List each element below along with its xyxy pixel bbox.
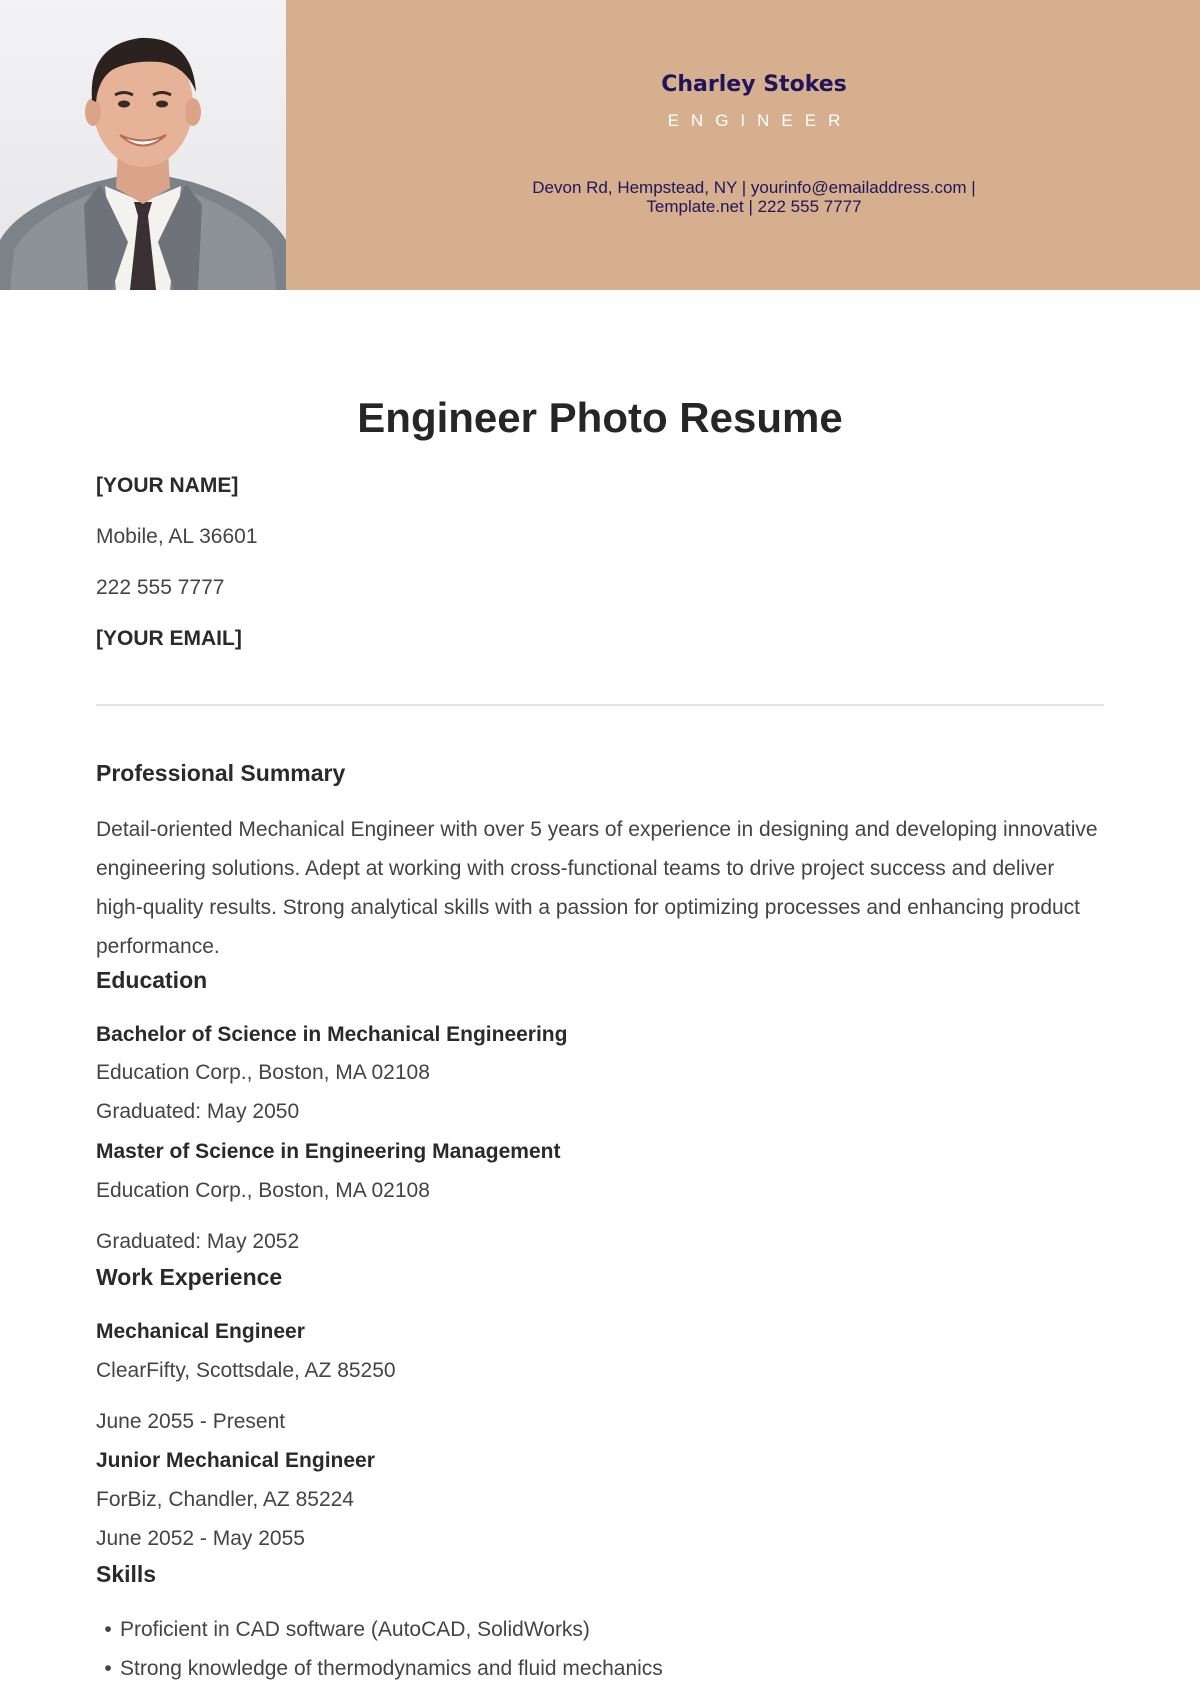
education-school: Education Corp., Boston, MA 02108 [96, 1179, 430, 1202]
education-date: Graduated: May 2052 [96, 1230, 300, 1253]
personal-address: Mobile, AL 36601 [96, 525, 258, 548]
skill-item: • Proficient in CAD software (AutoCAD, SolidWorks) [104, 1618, 590, 1641]
personal-email: [YOUR EMAIL] [96, 627, 242, 650]
header-contact-line-1: Devon Rd, Hempstead, NY | yourinfo@emailaddress.com | [532, 178, 976, 197]
profile-photo [0, 0, 286, 290]
header-contact-line-2: Template.net | 222 555 7777 [646, 197, 862, 216]
education-school: Education Corp., Boston, MA 02108 [96, 1061, 430, 1084]
summary-text: Detail-oriented Mechanical Engineer with over 5 years of experience in designing and developing innovative engineering solutions. Adept at working with cross-functional teams to drive project success and deliver high-quality results. Strong analytical skills with a passion for optimizing processes and enhancing product performance. [96, 818, 1098, 958]
personal-name: [YOUR NAME] [96, 474, 239, 497]
experience-heading: Work Experience [96, 1264, 283, 1290]
header-contact [486, 178, 1022, 216]
skills-heading: Skills [96, 1561, 157, 1587]
skill-item: • Strong knowledge of thermodynamics and fluid mechanics [104, 1657, 663, 1680]
skill-text: Strong knowledge of thermodynamics and fluid mechanics [120, 1657, 663, 1680]
job-company: ForBiz, Chandler, AZ 85224 [96, 1488, 354, 1511]
personal-phone: 222 555 7777 [96, 576, 225, 599]
education-degree: Master of Science in Engineering Management [96, 1140, 561, 1163]
summary-heading: Professional Summary [96, 760, 346, 786]
education-heading: Education [96, 967, 208, 993]
section-divider [96, 704, 1104, 706]
header-role: ENGINEER [667, 111, 853, 130]
header-name: Charley Stokes [661, 72, 847, 97]
job-company: ClearFifty, Scottsdale, AZ 85250 [96, 1359, 396, 1382]
job-title: Mechanical Engineer [96, 1320, 305, 1343]
skill-text: Proficient in CAD software (AutoCAD, SolidWorks) [120, 1618, 590, 1641]
document-title: Engineer Photo Resume [357, 394, 843, 441]
skills-list [96, 1610, 663, 1688]
job-title: Junior Mechanical Engineer [96, 1449, 375, 1472]
education-degree: Bachelor of Science in Mechanical Engineering [96, 1023, 568, 1046]
resume-header [0, 0, 1200, 290]
education-date: Graduated: May 2050 [96, 1100, 300, 1123]
job-dates: June 2055 - Present [96, 1410, 286, 1433]
job-dates: June 2052 - May 2055 [96, 1527, 305, 1550]
